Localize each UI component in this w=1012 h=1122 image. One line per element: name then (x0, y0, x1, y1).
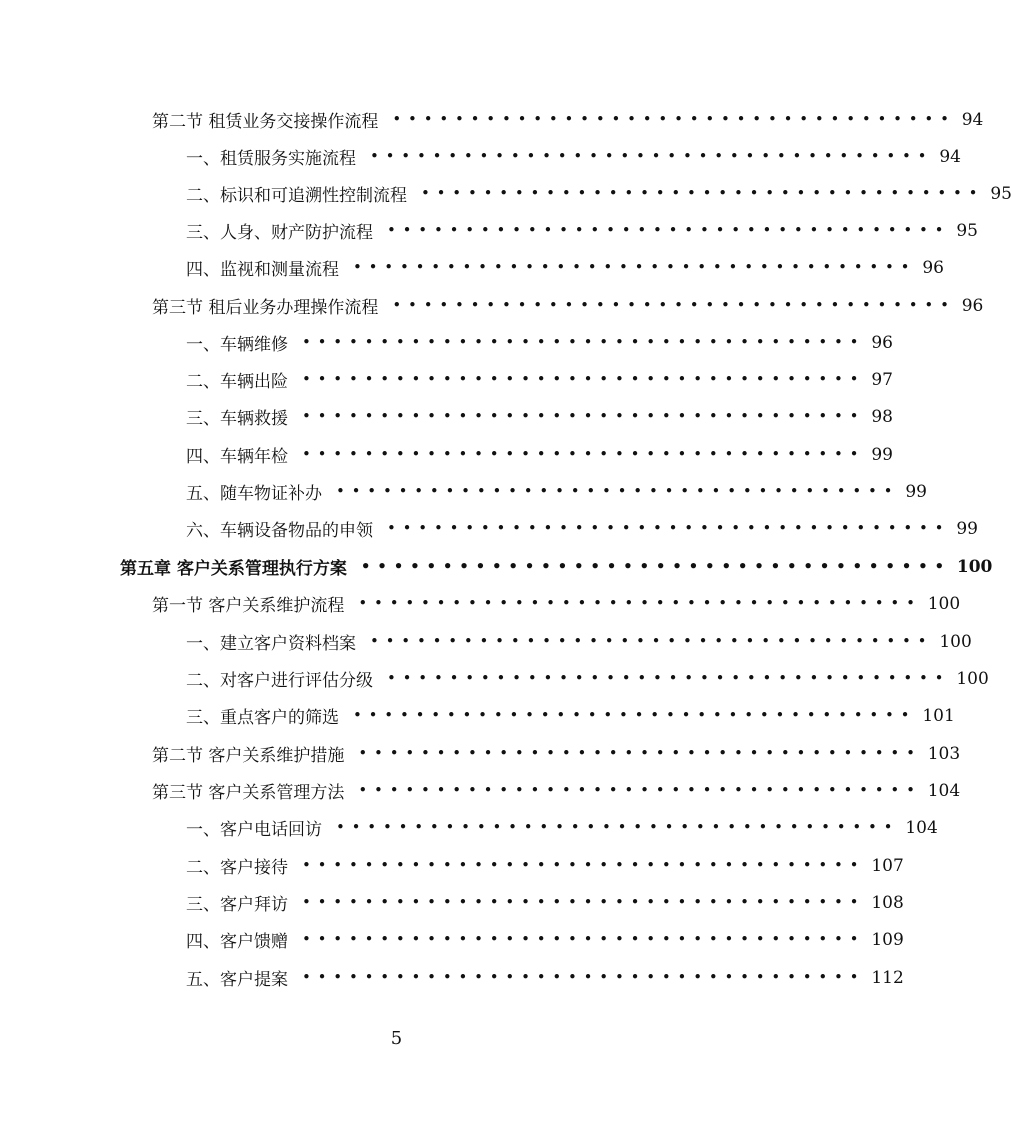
toc-entry[interactable] (186, 436, 893, 473)
dot-leader: •••••••••••••••••••••••••••••••••••• (302, 370, 866, 388)
toc-entry[interactable] (186, 138, 961, 175)
dot-leader: •••••••••••••••••••••••••••••••••••• (358, 594, 922, 612)
toc-entry[interactable] (186, 212, 978, 249)
dot-leader: •••••••••••••••••••••••••••••••••••• (370, 147, 934, 165)
toc-entry-title: 四、监视和测量流程 (186, 260, 339, 280)
dot-leader: •••••••••••••••••••••••••••••••••••• (302, 856, 866, 874)
toc-entry-page: 107 (871, 855, 904, 876)
toc-entry[interactable] (186, 510, 978, 547)
toc-entry[interactable] (152, 585, 961, 622)
toc-entry-title: 第五章 客户关系管理执行方案 (120, 559, 347, 579)
toc-entry-title: 五、随车物证补办 (186, 484, 322, 504)
dot-leader: •••••••••••••••••••••••••••••••••••• (302, 407, 866, 425)
dot-leader: •••••••••••••••••••••••••••••••••••• (421, 184, 985, 202)
toc-entry-title: 一、租赁服务实施流程 (186, 149, 356, 169)
toc-entry-page: 95 (990, 183, 1012, 204)
dot-leader: •••••••••••••••••••••••••••••••••••• (387, 221, 951, 239)
dot-leader: •••••••••••••••••••••••••••••••••••• (336, 482, 900, 500)
toc-entry-title: 第一节 客户关系维护流程 (152, 596, 345, 616)
toc-entry-page: 96 (871, 332, 893, 353)
toc-entry-title: 第二节 客户关系维护措施 (152, 746, 345, 766)
toc-entry-title: 第二节 租赁业务交接操作流程 (152, 112, 379, 132)
toc-entry[interactable] (186, 249, 944, 286)
toc-entry-title: 一、客户电话回访 (186, 820, 322, 840)
dot-leader: •••••••••••••••••••••••••••••••••••• (392, 110, 956, 128)
toc-entry-title: 二、对客户进行评估分级 (186, 671, 373, 691)
toc-entry-page: 97 (871, 369, 893, 390)
toc-entry-page: 104 (905, 817, 938, 838)
toc-entry-title: 六、车辆设备物品的申领 (186, 521, 373, 541)
toc-entry[interactable] (186, 175, 1012, 212)
toc-entry[interactable] (186, 623, 972, 660)
toc-entry-page: 99 (871, 444, 893, 465)
dot-leader: •••••••••••••••••••••••••••••••••••• (353, 258, 917, 276)
toc-entry-page: 109 (871, 929, 904, 950)
toc-entry[interactable] (186, 697, 955, 734)
dot-leader: •••••••••••••••••••••••••••••••••••• (387, 519, 951, 537)
dot-leader: •••••••••••••••••••••••••••••••••••• (302, 893, 866, 911)
toc-entry-title: 三、车辆救援 (186, 409, 288, 429)
toc-entry-page: 103 (927, 743, 961, 764)
dot-leader: •••••••••••••••••••••••••••••••••••• (302, 445, 866, 463)
toc-entry-page: 112 (871, 967, 904, 988)
toc-entry-title: 一、车辆维修 (186, 335, 288, 355)
dot-leader: •••••••••••••••••••••••••••••••••••• (392, 296, 956, 314)
toc-entry-page: 100 (956, 556, 993, 577)
toc-entry-title: 第三节 客户关系管理方法 (152, 783, 345, 803)
toc-entry-page: 100 (939, 631, 972, 652)
toc-entry-title: 三、重点客户的筛选 (186, 708, 339, 728)
toc-entry[interactable] (186, 398, 893, 435)
toc-entry-title: 二、标识和可追溯性控制流程 (186, 186, 407, 206)
toc-entry[interactable] (186, 324, 893, 361)
dot-leader: •••••••••••••••••••••••••••••••••••• (302, 333, 866, 351)
toc-entry-title: 五、客户提案 (186, 970, 288, 990)
toc-entry-page: 98 (871, 406, 893, 427)
toc-entry-title: 四、客户馈赠 (186, 932, 288, 952)
toc-entry[interactable] (186, 959, 904, 996)
toc-entry[interactable] (186, 809, 938, 846)
toc-entry-title: 三、人身、财产防护流程 (186, 223, 373, 243)
toc-entry-page: 104 (927, 780, 961, 801)
toc-entry[interactable] (186, 847, 904, 884)
toc-entry-title: 二、客户接待 (186, 858, 288, 878)
page-number: 5 (390, 1028, 403, 1049)
toc-entry-page: 100 (927, 593, 961, 614)
dot-leader: •••••••••••••••••••••••••••••••••••• (358, 744, 922, 762)
dot-leader: •••••••••••••••••••••••••••••••••••• (370, 632, 934, 650)
dot-leader: •••••••••••••••••••••••••••••••••••• (358, 781, 922, 799)
toc-entry-title: 第三节 租后业务办理操作流程 (152, 298, 379, 318)
toc-entry[interactable] (152, 287, 984, 324)
toc-entry-title: 三、客户拜访 (186, 895, 288, 915)
toc-chapter-entry[interactable] (120, 548, 993, 585)
toc-entry-title: 二、车辆出险 (186, 372, 288, 392)
toc-entry-page: 100 (956, 668, 989, 689)
toc-entry-page: 94 (961, 109, 984, 130)
toc-entry[interactable] (186, 884, 904, 921)
toc-entry[interactable] (186, 473, 927, 510)
toc-entry[interactable] (152, 101, 984, 138)
toc-entry-title: 四、车辆年检 (186, 447, 288, 467)
toc-entry[interactable] (152, 735, 961, 772)
toc-entry-page: 95 (956, 220, 978, 241)
toc-entry-page: 99 (956, 518, 978, 539)
dot-leader: •••••••••••••••••••••••••••••••••••• (387, 669, 951, 687)
toc-entry-title: 一、建立客户资料档案 (186, 634, 356, 654)
dot-leader: •••••••••••••••••••••••••••••••••••• (302, 930, 866, 948)
toc-entry-page: 96 (922, 257, 944, 278)
toc-entry[interactable] (152, 772, 961, 809)
toc-entry-page: 96 (961, 295, 984, 316)
toc-entry-page: 101 (922, 705, 955, 726)
toc-entry[interactable] (186, 660, 989, 697)
dot-leader: •••••••••••••••••••••••••••••••••••• (336, 818, 900, 836)
toc-entry[interactable] (186, 921, 904, 958)
dot-leader: •••••••••••••••••••••••••••••••••••• (360, 557, 951, 575)
toc-entry-page: 108 (871, 892, 904, 913)
toc-entry[interactable] (186, 361, 893, 398)
dot-leader: •••••••••••••••••••••••••••••••••••• (353, 706, 917, 724)
toc-entry-page: 94 (939, 146, 961, 167)
toc-entry-page: 99 (905, 481, 927, 502)
dot-leader: •••••••••••••••••••••••••••••••••••• (302, 968, 866, 986)
